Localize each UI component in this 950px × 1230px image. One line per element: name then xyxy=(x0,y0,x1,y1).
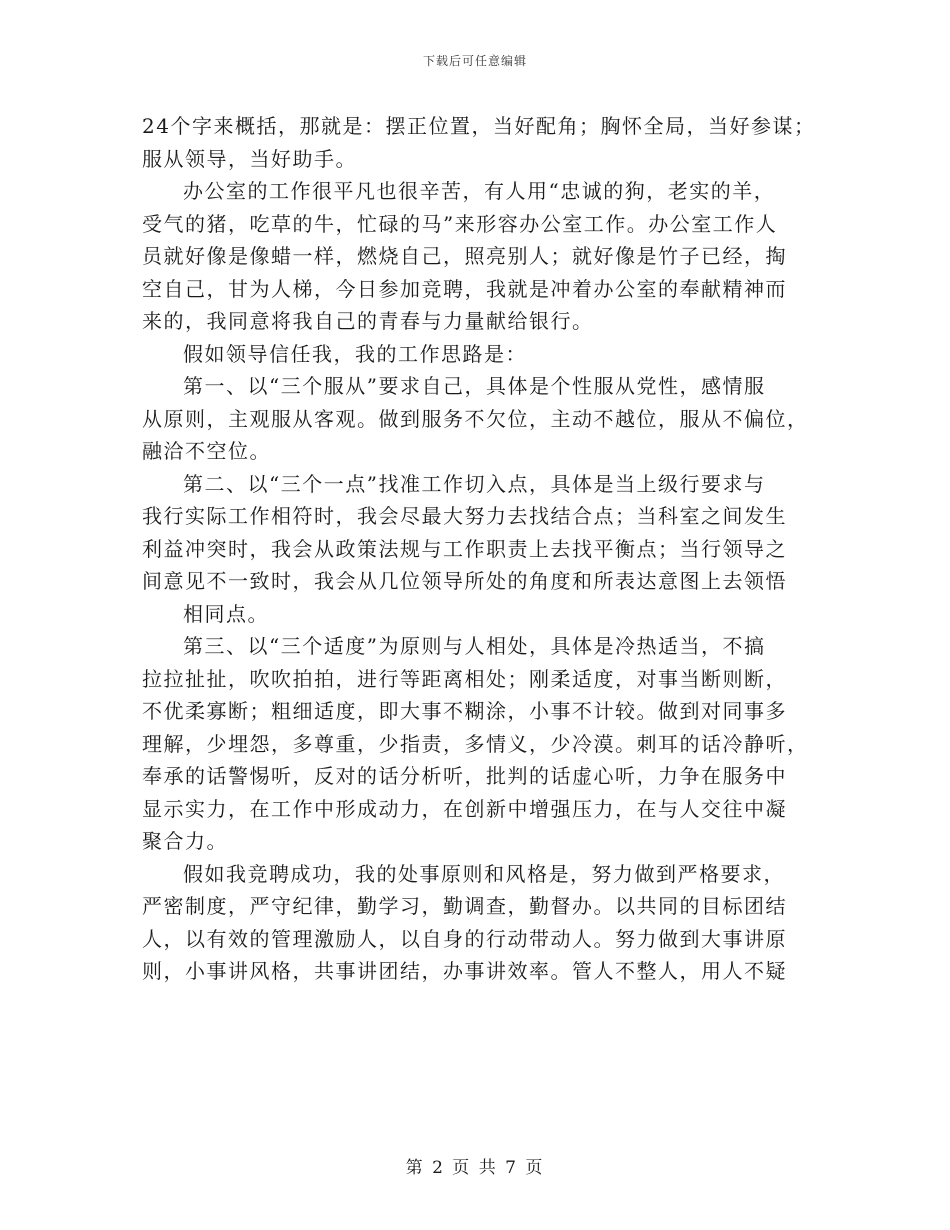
text-line: 24个字来概括，那就是：摆正位置，当好配角；胸怀全局，当好参谋； xyxy=(142,114,816,138)
text-line: 融洽不空位。 xyxy=(142,439,271,463)
text-line: 显示实力，在工作中形成动力，在创新中增强压力，在与人交往中凝 xyxy=(142,796,787,821)
text-line: 人，以有效的管理激励人，以自身的行动带动人。努力做到大事讲原 xyxy=(142,926,787,951)
text-line: 我行实际工作相符时，我会尽最大努力去找结合点；当科室之间发生 xyxy=(142,504,787,528)
text-line: 办公室的工作很平凡也很辛苦，有人用“忠诚的狗，老实的羊， xyxy=(183,179,776,203)
text-line: 第三、以“三个适度”为原则与人相处，具体是冷热适当，不搞 xyxy=(183,634,766,658)
text-line: 聚合力。 xyxy=(142,829,228,853)
text-line: 不优柔寡断；粗细适度，即大事不糊涂，小事不计较。做到对同事多 xyxy=(142,699,787,723)
text-line: 理解，少埋怨，多尊重，少指责，多情义，少冷漠。刺耳的话冷静听， xyxy=(142,731,809,756)
page-header: 下载后可任意编辑 xyxy=(422,54,527,68)
text-line: 来的，我同意将我自己的青春与力量献给银行。 xyxy=(142,309,594,333)
text-line: 假如领导信任我，我的工作思路是： xyxy=(183,341,527,366)
text-line: 假如我竞聘成功，我的处事原则和风格是，努力做到严格要求， xyxy=(183,861,785,886)
body-text xyxy=(142,110,816,988)
text-line: 第二、以“三个一点”找准工作切入点，具体是当上级行要求与 xyxy=(183,471,766,496)
text-line: 奉承的话警惕听，反对的话分析听，批判的话虚心听，力争在服务中 xyxy=(142,764,787,788)
text-line: 空自己，甘为人梯，今日参加竞聘，我就是冲着办公室的奉献精神而 xyxy=(142,276,787,301)
text-line: 员就好像是像蜡一样，燃烧自己，照亮别人；就好像是竹子已经，掏 xyxy=(142,244,787,268)
text-line: 受气的猪，吃草的牛，忙碌的马”来形容办公室工作。办公室工作人 xyxy=(142,211,778,236)
text-line: 相同点。 xyxy=(183,601,269,626)
text-line: 则，小事讲风格，共事讲团结，办事讲效率。管人不整人，用人不疑 xyxy=(142,959,787,983)
text-line: 利益冲突时，我会从政策法规与工作职责上去找平衡点；当行领导之 xyxy=(142,536,787,561)
text-line: 严密制度，严守纪律，勤学习，勤调查，勤督办。以共同的目标团结 xyxy=(142,894,787,918)
text-line: 拉拉扯扯，吹吹拍拍，进行等距离相处；刚柔适度，对事当断则断， xyxy=(142,666,787,691)
text-line: 服从领导，当好助手。 xyxy=(142,146,357,171)
text-line: 间意见不一致时，我会从几位领导所处的角度和所表达意图上去领悟 xyxy=(142,569,787,593)
page-number-footer: 第 2 页 共 7 页 xyxy=(405,1158,545,1178)
text-line: 从原则，主观服从客观。做到服务不欠位，主动不越位，服从不偏位， xyxy=(142,406,809,431)
text-line: 第一、以“三个服从”要求自己，具体是个性服从党性，感情服 xyxy=(183,374,766,398)
